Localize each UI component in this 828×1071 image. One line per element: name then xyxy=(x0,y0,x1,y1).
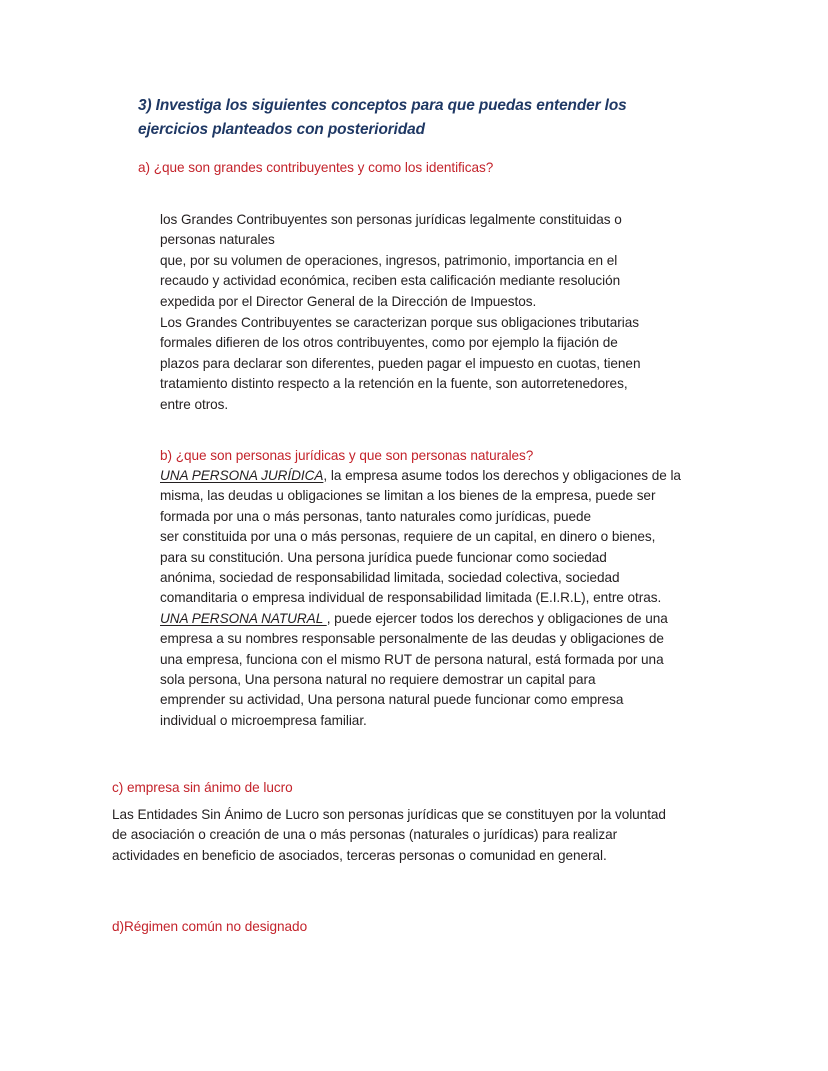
text-line: emprender su actividad, Una persona natural puede funcionar como empresa xyxy=(160,692,624,708)
text-line: empresa a su nombres responsable personalmente de las deudas y obligaciones de xyxy=(160,631,664,647)
text-line: los Grandes Contribuyentes son personas jurídicas legalmente constituidas o xyxy=(160,212,622,227)
section-a-paragraph-2 xyxy=(160,313,704,415)
text-line: para su constitución. Una persona jurídica puede funcionar como sociedad xyxy=(160,549,607,565)
term-persona-juridica: UNA PERSONA JURÍDICA xyxy=(160,468,324,483)
text-line: Los Grandes Contribuyentes se caracterizan porque sus obligaciones tributarias xyxy=(160,315,639,330)
text-line: individual o microempresa familiar. xyxy=(160,712,367,728)
page-title: 3) Investiga los siguientes conceptos para que puedas entender los ejercicios planteados con posterioridad xyxy=(138,97,627,138)
section-heading-a: a) ¿que son grandes contribuyentes y como los identificas? xyxy=(138,160,494,175)
section-c-paragraph xyxy=(112,805,716,866)
section-b-paragraph xyxy=(160,466,722,731)
section-heading-d: d)Régimen común no designado xyxy=(112,919,308,934)
text-line: que, por su volumen de operaciones, ingresos, patrimonio, importancia en el xyxy=(160,252,618,268)
term-persona-natural: UNA PERSONA NATURAL xyxy=(160,610,327,626)
text-line: actividades en beneficio de asociados, terceras personas o comunidad en general. xyxy=(112,847,607,863)
text-line-term-juridica xyxy=(160,466,722,486)
text-line: formales difieren de los otros contribuyentes, como por ejemplo la fijación de xyxy=(160,335,618,351)
text-line: sola persona, Una persona natural no requiere demostrar un capital para xyxy=(160,672,596,688)
text-line: expedida por el Director General de la Dirección de Impuestos. xyxy=(160,293,537,309)
text-line-term-natural xyxy=(160,609,722,629)
text-line: recaudo y actividad económica, reciben esta calificación mediante resolución xyxy=(160,273,621,289)
section-heading-b: b) ¿que son personas jurídicas y que son personas naturales? xyxy=(160,448,534,463)
text-line: formada por una o más personas, tanto naturales como jurídicas, puede xyxy=(160,508,592,524)
text-line: entre otros. xyxy=(160,396,229,412)
text-run: , la empresa asume todos los derechos y obligaciones de la xyxy=(323,468,681,483)
text-line: plazos para declarar son diferentes, pueden pagar el impuesto en cuotas, tienen xyxy=(160,355,641,371)
text-line: personas naturales xyxy=(160,232,275,248)
section-a-paragraph-1 xyxy=(160,210,704,312)
text-line: anónima, sociedad de responsabilidad limitada, sociedad colectiva, sociedad xyxy=(160,570,620,586)
text-line: misma, las deudas u obligaciones se limitan a los bienes de la empresa, puede ser xyxy=(160,488,656,504)
text-line: comanditaria o empresa individual de responsabilidad limitada (E.I.R.L), entre otras. xyxy=(160,590,662,606)
text-line: Las Entidades Sin Ánimo de Lucro son personas jurídicas que se constituyen por la voluntad xyxy=(112,807,666,822)
text-line: ser constituida por una o más personas, requiere de un capital, en dinero o bienes, xyxy=(160,529,656,545)
text-line: tratamiento distinto respecto a la retención en la fuente, son autorretenedores, xyxy=(160,376,628,392)
section-heading-c: c) empresa sin ánimo de lucro xyxy=(112,780,293,795)
text-line: una empresa, funciona con el mismo RUT de persona natural, está formada por una xyxy=(160,651,664,667)
text-line: de asociación o creación de una o más personas (naturales o jurídicas) para realizar xyxy=(112,827,618,843)
text-run: , puede ejercer todos los derechos y obligaciones de una xyxy=(326,610,668,626)
